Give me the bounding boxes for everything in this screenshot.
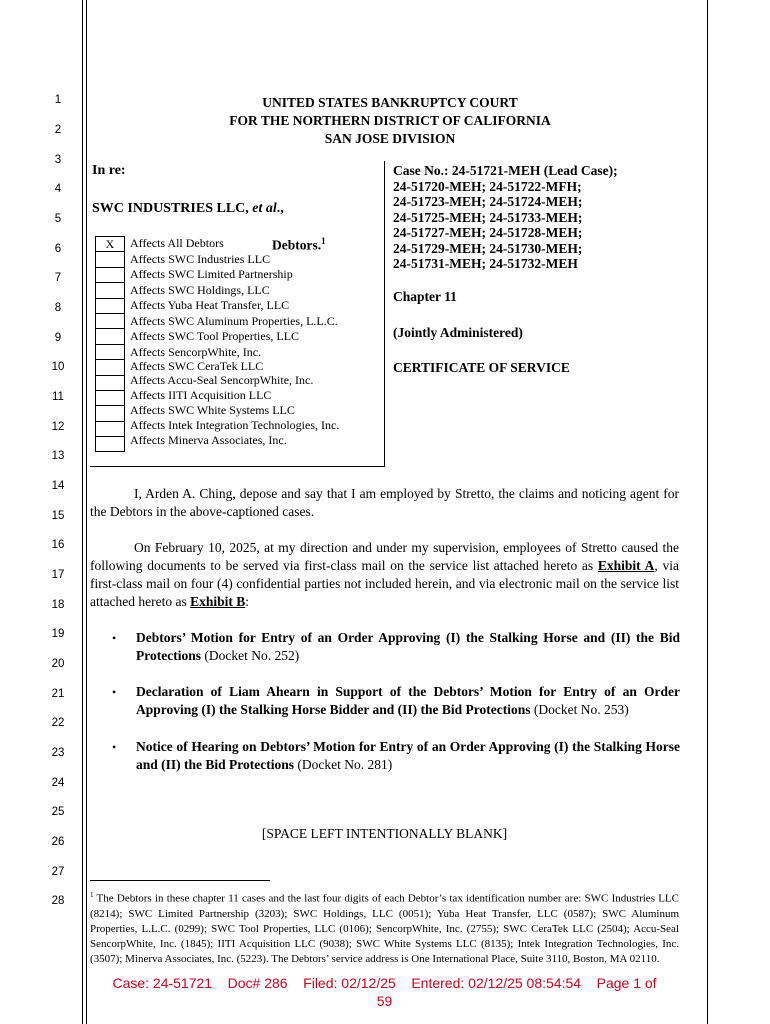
footnote: $^1$ The Debtors in these chapter 11 cases and the last four digits of each Debtor’s tax identification number are: SWC Industries LLC (8214); SWC Limited Partnership (3203); SWC Holdings, LLC (0051); Yuba Heat Transfer, LLC (0587); SWC Aluminum Properties, L.L.C. (0299); SWC Tool Properties, LLC (0106); SencorpWhite, Inc. (2755); SWC CeraTek LLC (2504); Accu-Seal SencorpWhite, Inc. (1845); IITI Acquisition LLC (9038); SWC White Systems LLC (8135); Intek Integration Technologies, Inc. (3507); Minerva Associates, Inc. (5223). The Debtors’ service address is One International Place, Suite 3110, Boston, MA 02110.	[90, 891, 679, 965]
declaration-paragraph: I, Arden A. Ching, depose and say that I am employed by Stretto, the claims and noticing agent for the Debtors in the above-captioned cases.	[90, 486, 679, 519]
case-number-line: 24-51720-MEH; 24-51722-MFH;	[393, 178, 582, 194]
court-name: UNITED STATES BANKRUPTCY COURT	[262, 95, 518, 110]
line-number: 28	[51, 895, 65, 907]
affects-label: Affects Minerva Associates, Inc.	[130, 433, 287, 447]
line-number: 9	[54, 332, 62, 344]
line-number: 16	[51, 539, 65, 551]
footnote-ref: 1	[321, 236, 326, 246]
bullet-icon: •	[112, 740, 117, 754]
line-number: 17	[51, 569, 65, 581]
line-number: 1	[54, 94, 62, 106]
checkbox[interactable]	[96, 437, 124, 451]
line-number: 10	[51, 361, 65, 373]
document-list-item: • Debtors’ Motion for Entry of an Order Approving (I) the Stalking Horse and (II) the Bid Protections (Docket No. 252)	[112, 630, 680, 663]
stamp-filed: Filed: 02/12/25	[303, 975, 396, 991]
space-left-blank-note: [SPACE LEFT INTENTIONALLY BLANK]	[261, 826, 508, 841]
case-numbers	[393, 163, 618, 272]
checkbox[interactable]	[96, 329, 124, 344]
line-number: 19	[51, 628, 65, 640]
affects-label: Affects SWC Tool Properties, LLC	[130, 329, 300, 343]
jointly-administered-label: (Jointly Administered)	[393, 325, 523, 340]
case-number-line: Case No.: 24-51721-MEH (Lead Case);	[393, 163, 618, 178]
pleading-rule-left-outer	[82, 0, 83, 1024]
exhibit-a-ref: Exhibit A	[597, 558, 655, 573]
court-division: SAN JOSE DIVISION	[324, 131, 456, 146]
bullet-icon: •	[112, 685, 117, 699]
affects-label: Affects IITI Acquisition LLC	[130, 388, 272, 402]
line-number: 25	[51, 806, 65, 818]
case-number-line: 24-51727-MEH; 24-51728-MEH;	[393, 225, 583, 240]
line-number: 22	[51, 717, 65, 729]
debtor-name: SWC INDUSTRIES LLC, et al.,	[92, 201, 284, 216]
line-number: 20	[51, 658, 65, 670]
checkbox[interactable]	[96, 391, 124, 406]
checkbox[interactable]	[96, 360, 124, 375]
line-number: 11	[52, 391, 64, 403]
checkbox[interactable]	[96, 252, 124, 267]
line-number: 4	[54, 183, 62, 195]
affects-label: Affects Accu-Seal SencorpWhite, Inc.	[130, 373, 314, 387]
in-re-label: In re:	[92, 163, 126, 178]
line-number: 2	[54, 124, 62, 136]
case-number-line: 24-51723-MEH; 24-51724-MEH;	[393, 194, 583, 209]
pleading-rule-left-inner	[86, 0, 87, 1024]
checkbox[interactable]	[96, 314, 124, 329]
service-paragraph: On February 10, 2025, at my direction and under my supervision, employees of Stretto caused the following documents to be served via first-class mail on the service list attached hereto as Exhibit A, via first-class mail on four (4) confidential parties not included herein, and via electronic mail on the service list attached hereto as Exhibit B:	[90, 540, 679, 609]
line-number: 24	[51, 777, 65, 789]
affects-list	[130, 236, 339, 448]
case-number-line: 24-51731-MEH; 24-51732-MEH	[393, 256, 578, 271]
exhibit-b-ref: Exhibit B	[190, 594, 246, 609]
document-list-item: • Notice of Hearing on Debtors’ Motion for Entry of an Order Approving (I) the Stalking Horse and (II) the Bid Protections (Docket No. 281)	[112, 739, 680, 772]
affects-label: Affects Intek Integration Technologies, Inc.	[130, 418, 340, 432]
affects-label: Affects SencorpWhite, Inc.	[130, 344, 262, 359]
line-number: 23	[51, 747, 65, 759]
line-number: 5	[54, 213, 62, 225]
stamp-entered: Entered: 02/12/25 08:54:54	[411, 975, 582, 991]
line-number: 8	[54, 302, 62, 314]
line-number: 12	[51, 421, 65, 433]
checkbox-all-debtors[interactable]: X	[96, 237, 124, 252]
document-list-item: • Declaration of Liam Ahearn in Support of the Debtors’ Motion for Entry of an Order Approving (I) the Stalking Horse Bidder and (II) the Bid Protections (Docket No. 253)	[112, 684, 680, 717]
affects-label: Affects SWC Aluminum Properties, L.L.C.	[130, 313, 338, 328]
line-number: 21	[51, 688, 65, 700]
footnote-number: 1	[90, 891, 94, 899]
checkbox[interactable]	[96, 345, 124, 360]
case-number-line: 24-51729-MEH; 24-51730-MEH;	[393, 240, 583, 256]
case-number-line: 24-51725-MEH; 24-51733-MEH;	[393, 209, 583, 225]
bullet-icon: •	[112, 631, 117, 645]
checkbox[interactable]	[96, 406, 124, 421]
checkbox[interactable]	[96, 283, 124, 298]
line-number: 6	[54, 243, 62, 255]
checkbox[interactable]	[96, 268, 124, 283]
stamp-page: Page 1 of	[596, 975, 657, 991]
stamp-doc: Doc# 286	[227, 975, 288, 991]
line-number: 18	[51, 599, 65, 611]
line-number: 14	[51, 480, 65, 492]
affects-label: Affects SWC White Systems LLC	[130, 403, 295, 417]
court-district: FOR THE NORTHERN DISTRICT OF CALIFORNIA	[229, 113, 551, 128]
affects-label: Affects SWC CeraTek LLC	[130, 359, 264, 373]
checkbox-column	[95, 236, 125, 452]
line-number: 15	[51, 510, 65, 522]
chapter-label: Chapter 11	[393, 289, 457, 304]
checkbox[interactable]	[96, 422, 124, 437]
affects-label: Affects Yuba Heat Transfer, LLC	[130, 298, 290, 312]
caption-bottom-rule	[90, 466, 384, 467]
affects-label: Affects SWC Holdings, LLC	[130, 282, 270, 297]
checkbox[interactable]	[96, 299, 124, 314]
document-title: CERTIFICATE OF SERVICE	[393, 360, 570, 375]
caption-divider	[384, 161, 385, 467]
line-number: 26	[51, 836, 65, 848]
stamp-total-pages: 59	[376, 993, 393, 1009]
debtors-label: Debtors.$^1$	[272, 236, 326, 253]
stamp-case: Case: 24-51721	[112, 975, 213, 991]
filing-stamp	[90, 974, 679, 1010]
checkbox[interactable]	[96, 376, 124, 391]
line-number: 27	[51, 866, 65, 878]
footnote-rule	[90, 880, 270, 881]
affects-label: Affects SWC Industries LLC	[130, 251, 271, 266]
pleading-rule-right	[707, 0, 708, 1024]
line-number: 3	[54, 154, 62, 166]
affects-label: Affects SWC Limited Partnership	[130, 267, 293, 281]
line-number: 7	[54, 272, 62, 284]
line-number: 13	[51, 450, 65, 462]
affects-label: Affects All Debtors	[130, 236, 224, 250]
court-heading	[90, 94, 690, 148]
